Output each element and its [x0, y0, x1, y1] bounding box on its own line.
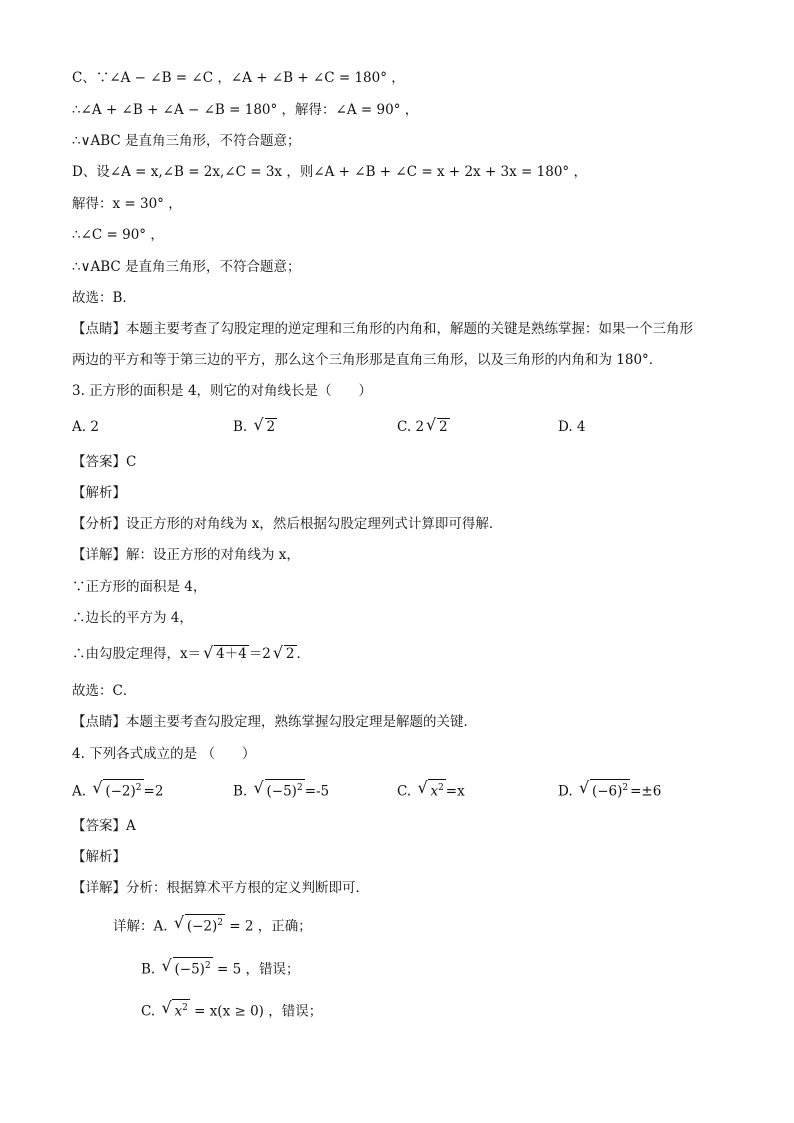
- q4-option-b-value: =-5: [304, 783, 330, 800]
- q3-stem: 3. 正方形的面积是 4，则它的对角线长是（ ）: [72, 383, 373, 399]
- q4-option-c-label: C.: [397, 783, 412, 800]
- exponent: 2: [182, 1003, 188, 1013]
- exponent: 2: [622, 783, 629, 793]
- q3-options: [72, 416, 732, 438]
- q4-option-c-radicand: x: [430, 783, 439, 800]
- sqrt-symbol: √ $(-2)^2$: [173, 913, 224, 935]
- q3-step-3-radicand: 4＋4: [216, 646, 247, 662]
- q2-choice: 故选：B．: [72, 290, 136, 306]
- sqrt-symbol: √ $(-2)^2$: [92, 778, 142, 800]
- q4-explain-c: [141, 999, 322, 1022]
- q4-option-a-radicand: (−2): [105, 783, 136, 800]
- q4-explain-c-prefix: C.: [141, 1003, 156, 1020]
- q3-step-3-end: ．: [296, 646, 310, 662]
- sqrt-symbol: √ 2: [253, 415, 276, 435]
- q4-explain-a-end: = 2 ，正确；: [225, 918, 312, 935]
- q4-explain-b: [141, 957, 299, 980]
- solution-d-solve: 解得：x = 30° ，: [72, 196, 182, 212]
- exponent: 2: [217, 918, 224, 928]
- q4-explain-a-prefix: 详解：A.: [113, 918, 168, 935]
- q3-step-2: ∴边长的平方为 4，: [72, 610, 193, 626]
- q2-comment-cont: 两边的平方和等于第三边的平方，那么这个三角形那是直角三角形，以及三角形的内角和为 180°．: [72, 352, 663, 368]
- q4-explain-b-end: = 5 ，错误；: [212, 961, 300, 978]
- q4-jiexi: 【解析】: [72, 849, 126, 865]
- q4-option-d: [558, 779, 661, 803]
- solution-c-conclusion: ∴∨ABC 是直角三角形，不符合题意；: [72, 133, 301, 149]
- q4-option-b: [233, 779, 329, 803]
- q3-jiexi: 【解析】: [72, 485, 126, 501]
- q4-explain-a-radicand: (−2): [186, 918, 218, 935]
- q3-step-3: [72, 644, 310, 664]
- q3-option-a: A. 2: [72, 419, 99, 435]
- q4-option-b-radicand: (−5): [266, 783, 297, 800]
- solution-d-angle: ∴∠C = 90° ，: [72, 227, 164, 243]
- q3-option-d: D. 4: [558, 419, 586, 435]
- q4-explain-b-prefix: B.: [141, 961, 156, 978]
- q3-option-c: [397, 416, 450, 438]
- q3-choice: 故选：C．: [72, 683, 137, 699]
- exponent: 2: [135, 783, 142, 793]
- q3-option-c-coef: 2: [415, 419, 425, 435]
- q4-stem: 4. 下列各式成立的是 （ ）: [72, 746, 256, 762]
- q3-option-b: [233, 416, 277, 438]
- q4-option-b-label: B.: [233, 783, 248, 800]
- solution-c-sum: ∴∠A + ∠B + ∠A − ∠B = 180° ，解得：∠A = 90° ，: [72, 102, 419, 118]
- q3-step-3-mid: ＝2: [248, 646, 271, 662]
- q3-option-c-label: C.: [397, 419, 412, 435]
- sqrt-symbol: √ $x^2$: [417, 778, 444, 800]
- q3-option-b-radicand: 2: [266, 419, 276, 435]
- q4-option-c: [397, 779, 465, 803]
- q4-explain-b-radicand: (−5): [174, 961, 205, 978]
- sqrt-symbol: √ $(-5)^2$: [161, 956, 211, 978]
- q4-option-d-value: =±6: [630, 783, 662, 800]
- q3-detail: 【详解】解：设正方形的对角线为 x，: [72, 547, 300, 563]
- q3-comment: 【点睛】本题主要考查勾股定理，熟练掌握勾股定理是解题的关键．: [72, 714, 477, 730]
- exponent: 2: [204, 961, 211, 971]
- q2-comment: 【点睛】本题主要考查了勾股定理的逆定理和三角形的内角和，解题的关键是熟练掌握：如果一个三角形: [72, 321, 693, 337]
- q4-option-a-value: =2: [143, 783, 164, 800]
- sqrt-symbol: √ 2: [426, 415, 448, 435]
- q4-detail: 【详解】分析：根据算术平方根的定义判断即可．: [72, 880, 369, 896]
- q4-explain-c-end: = x(x ≥ 0) ，错误；: [189, 1003, 323, 1020]
- q4-options: [72, 779, 732, 801]
- solution-c-condition: C、∵∠A − ∠B = ∠C ，∠A + ∠B + ∠C = 180° ，: [72, 70, 405, 86]
- q3-step-3-radicand-2: 2: [285, 646, 295, 662]
- sqrt-symbol: √ $(-5)^2$: [253, 778, 303, 800]
- q4-option-c-value: =x: [445, 783, 465, 800]
- q3-answer: 【答案】C: [72, 454, 137, 470]
- sqrt-symbol: √ $(-6)^2$: [578, 778, 629, 800]
- q4-explain-c-radicand: x: [174, 1003, 183, 1020]
- sqrt-symbol: √ $x^2$: [161, 998, 188, 1020]
- exponent: 2: [438, 783, 444, 793]
- sqrt-symbol: √ 4＋4: [203, 643, 247, 662]
- q3-step-3-prefix: ∴由勾股定理得，x＝: [72, 646, 202, 662]
- q3-analysis: 【分析】设正方形的对角线为 x，然后根据勾股定理列式计算即可得解．: [72, 516, 503, 532]
- q3-option-b-label: B.: [233, 419, 248, 435]
- q3-step-1: ∵正方形的面积是 4，: [72, 579, 207, 595]
- sqrt-symbol: √ 2: [272, 643, 295, 662]
- q4-answer: 【答案】A: [72, 818, 136, 834]
- exponent: 2: [296, 783, 303, 793]
- solution-d-conclusion: ∴∨ABC 是直角三角形，不符合题意；: [72, 259, 301, 275]
- q4-option-d-label: D.: [558, 783, 573, 800]
- q4-option-d-radicand: (−6): [591, 783, 623, 800]
- q4-option-a: [72, 779, 163, 803]
- solution-d-condition: D、设∠A = x,∠B = 2x,∠C = 3x ，则∠A + ∠B + ∠C = x + 2x + 3x = 180° ，: [72, 164, 587, 180]
- q3-option-c-radicand: 2: [439, 419, 448, 435]
- q4-option-a-label: A.: [72, 783, 87, 800]
- q4-explain-a: [113, 914, 312, 937]
